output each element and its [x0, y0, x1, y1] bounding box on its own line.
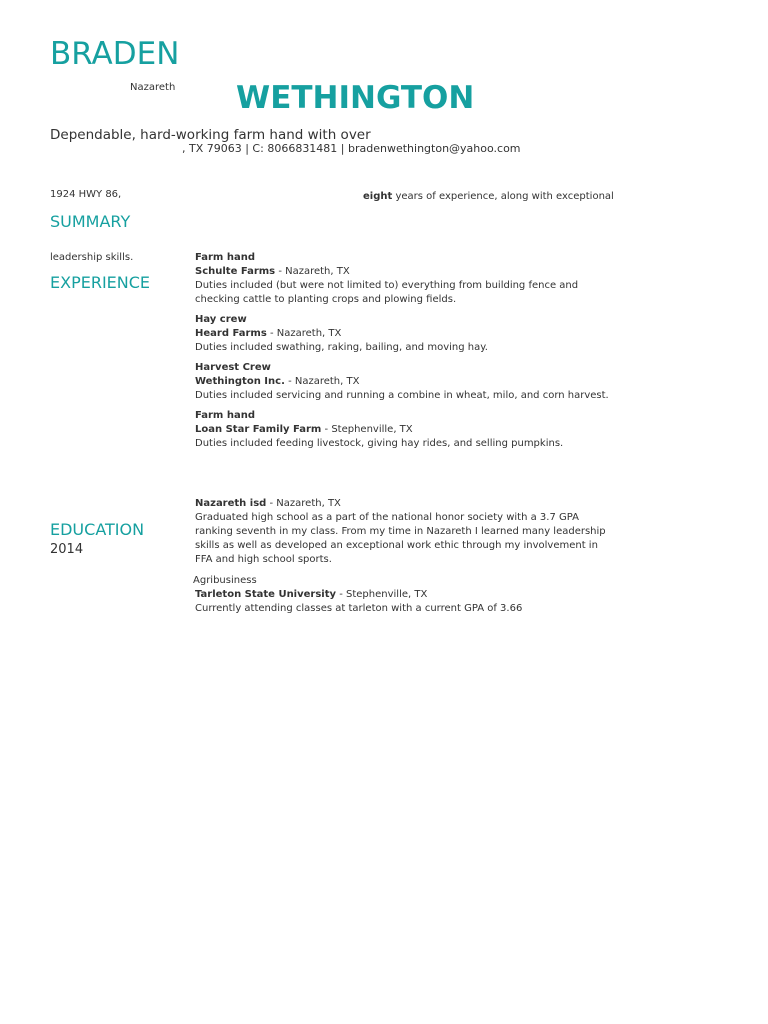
- job-org: Wethington Inc.: [195, 376, 285, 387]
- first-name: BRADEN: [50, 36, 180, 72]
- experience-item: [195, 361, 615, 403]
- job-title: Harvest Crew: [195, 362, 271, 373]
- job-location: - Stephenville, TX: [321, 424, 413, 435]
- job-location: - Nazareth, TX: [275, 266, 350, 277]
- summary-heading: SUMMARY: [50, 212, 131, 231]
- experience-heading: EXPERIENCE: [50, 273, 151, 292]
- job-description: Duties included swathing, raking, bailing, and moving hay.: [195, 342, 488, 353]
- job-org: Schulte Farms: [195, 266, 276, 277]
- job-org: Heard Farms: [195, 328, 267, 339]
- job-org: Loan Star Family Farm: [195, 424, 322, 435]
- summary-text-b: leadership skills.: [50, 252, 134, 263]
- school-location: - Stephenville, TX: [336, 589, 428, 600]
- job-org-line: [195, 265, 615, 279]
- job-location: - Nazareth, TX: [266, 328, 342, 339]
- experience-item: [195, 313, 615, 355]
- school-description: Currently attending classes at tarleton with a current GPA of 3.66: [195, 603, 523, 614]
- job-description: Duties included (but were not limited to) everything from building fence and checking cattle to planting crops and plowing fields.: [195, 280, 579, 305]
- contact-line: , TX 79063 | C: 8066831481 | bradenwethington@yahoo.com: [182, 142, 521, 155]
- job-location: - Nazareth, TX: [284, 376, 360, 387]
- job-description: Duties included servicing and running a combine in wheat, milo, and corn harvest.: [195, 390, 609, 401]
- job-description: Duties included feeding livestock, giving hay rides, and selling pumpkins.: [195, 438, 564, 449]
- experience-item: [195, 409, 615, 451]
- experience-list: [195, 251, 615, 457]
- school-description: Graduated high school as a part of the national honor society with a 3.7 GPA ranking seventh in my class. From my time in Nazareth I learned many leadership skills as well as developed an exceptional work ethic through my involvement in FFA and high school sports.: [195, 512, 606, 565]
- school-location: - Nazareth, TX: [266, 498, 341, 509]
- tagline: Dependable, hard-working farm hand with over: [50, 127, 371, 143]
- address-city: Nazareth: [130, 82, 176, 93]
- education-item-1: [195, 497, 615, 567]
- job-title: Hay crew: [195, 314, 247, 325]
- last-name: WETHINGTON: [236, 80, 475, 116]
- job-org-line: [195, 375, 615, 389]
- address-street: 1924 HWY 86,: [50, 189, 122, 200]
- summary-text-a-rest: years of experience, along with exceptional: [392, 191, 614, 202]
- school-org-line: [195, 497, 615, 511]
- education-heading: EDUCATION: [50, 520, 145, 539]
- school-org-line: [195, 588, 615, 602]
- school-name: Tarleton State University: [195, 589, 337, 600]
- summary-text-a: [363, 191, 614, 202]
- job-title: Farm hand: [195, 252, 255, 263]
- education-field: Agribusiness: [193, 575, 257, 586]
- job-org-line: [195, 423, 615, 437]
- education-year: 2014: [50, 542, 84, 557]
- job-title: Farm hand: [195, 410, 255, 421]
- experience-item: [195, 251, 615, 307]
- school-name: Nazareth isd: [195, 498, 267, 509]
- job-org-line: [195, 327, 615, 341]
- education-item-2: [195, 588, 615, 616]
- summary-years: eight: [363, 191, 393, 202]
